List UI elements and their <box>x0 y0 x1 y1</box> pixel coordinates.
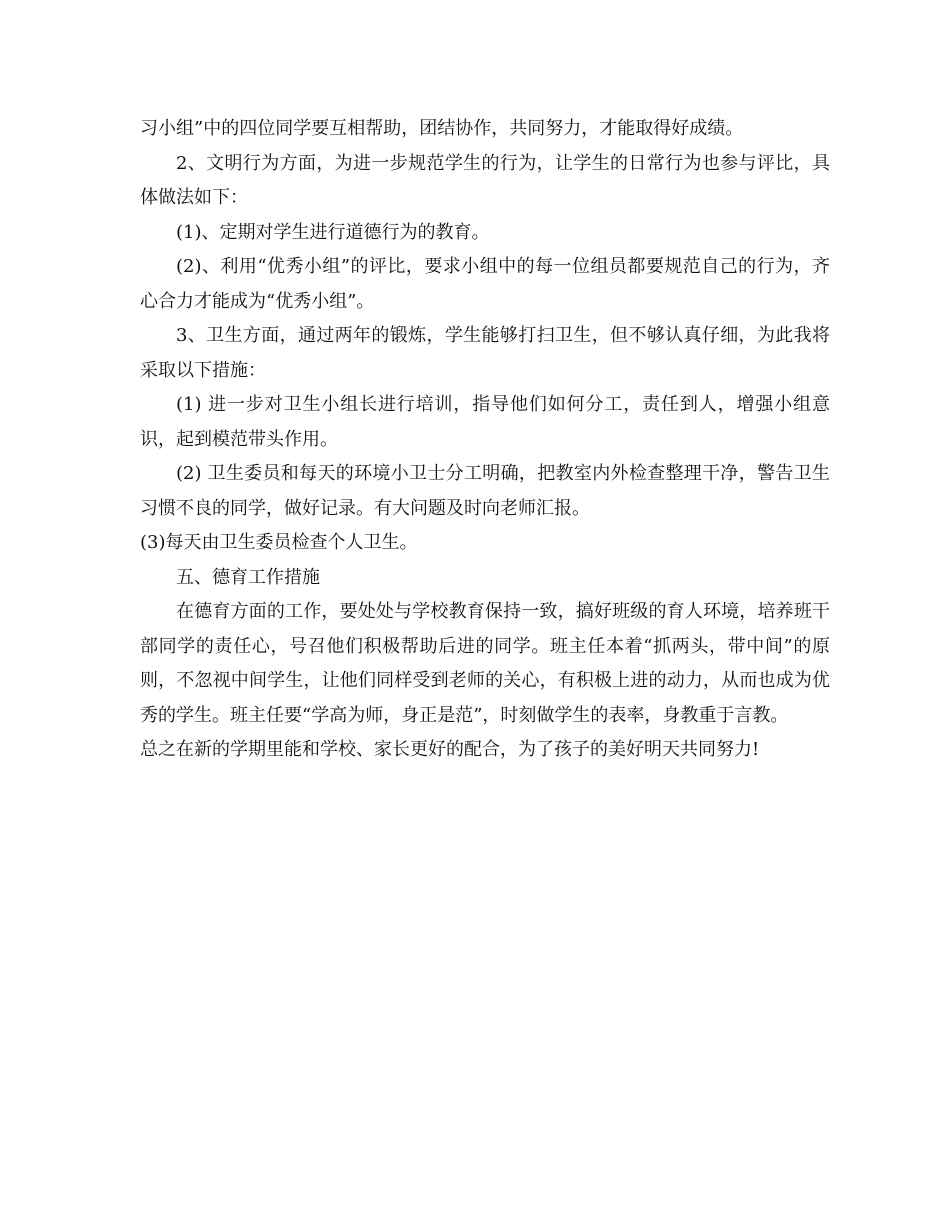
paragraph-3: (1)、定期对学生进行道德行为的教育。 <box>176 221 490 243</box>
paragraph-8: (3)每天由卫生委员检查个人卫生。 <box>140 532 418 553</box>
document-body <box>140 112 830 768</box>
paragraph-10: 总之在新的学期里能和学校、家长更好的配合，为了孩子的美好明天共同努力! <box>140 739 760 760</box>
paragraph-5: 3、卫生方面，通过两年的锻炼，学生能够打扫卫生，但不够认真仔细，为此我将采取以下措施： <box>140 325 830 381</box>
paragraph-9: 在德育方面的工作，要处处与学校教育保持一致，搞好班级的育人环境，培养班干部同学的责任心，号召他们积极帮助后进的同学。班主任本着“抓两头，带中间”的原则，不忽视中间学生，让他们同样受到老师的关心，有积极上进的动力，从而也成为优秀的学生。班主任要“学高为师，身正是范”，时刻做学生的表率，身教重于言教。 <box>140 601 830 726</box>
section-heading: 五、德育工作措施 <box>176 566 320 588</box>
paragraph-2: 2、文明行为方面，为进一步规范学生的行为，让学生的日常行为也参与评比，具体做法如下： <box>140 152 830 208</box>
paragraph-6: (1) 进一步对卫生小组长进行培训，指导他们如何分工，责任到人，增强小组意识，起到模范带头作用。 <box>140 394 830 450</box>
paragraph-4: (2)、利用“优秀小组”的评比，要求小组中的每一位组员都要规范自己的行为，齐心合力才能成为“优秀小组”。 <box>140 256 830 312</box>
paragraph-1: 习小组”中的四位同学要互相帮助，团结协作，共同努力，才能取得好成绩。 <box>140 118 744 139</box>
paragraph-7: (2) 卫生委员和每天的环境小卫士分工明确，把教室内外检查整理干净，警告卫生习惯不良的同学，做好记录。有大问题及时向老师汇报。 <box>140 463 830 519</box>
